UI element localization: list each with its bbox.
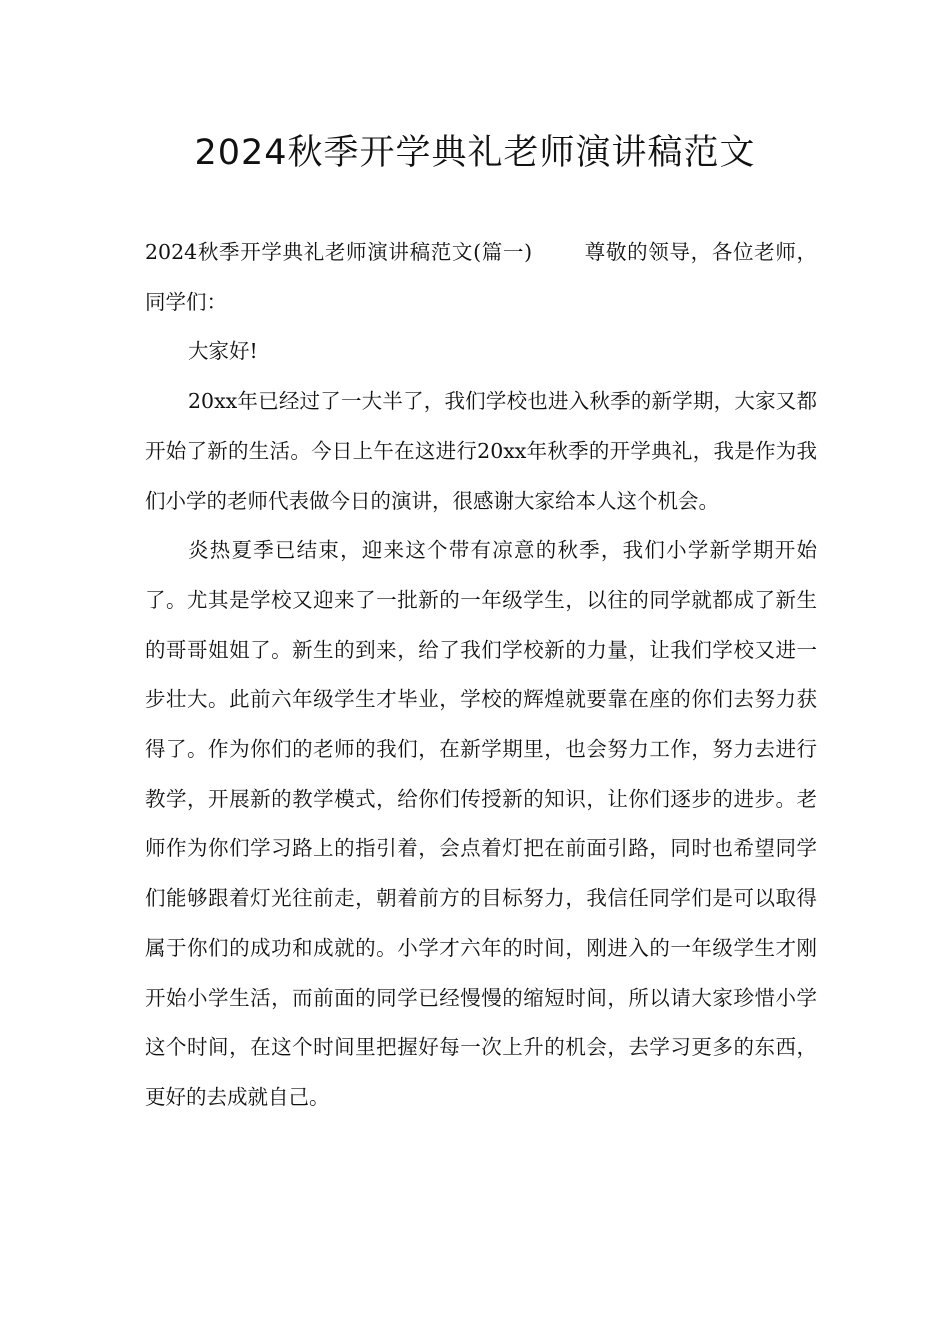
greeting-paragraph: 大家好! (188, 339, 258, 364)
document-body (145, 228, 817, 1123)
document-title: 2024秋季开学典礼老师演讲稿范文 (194, 133, 756, 173)
subtitle: 2024秋季开学典礼老师演讲稿范文(篇一) (145, 240, 533, 264)
salutation: 尊敬的领导，各位老师，同学们： (145, 240, 818, 314)
opening-paragraph (145, 228, 817, 327)
body-paragraph: 20xx年已经过了一大半了，我们学校也进入秋季的新学期，大家又都开始了新的生活。今日上午在这进行20xx年秋季的开学典礼，我是作为我们小学的老师代表做今日的演讲，很感谢大家给本人这个机会。 (145, 389, 817, 513)
body-paragraph: 炎热夏季已结束，迎来这个带有凉意的秋季，我们小学新学期开始了。尤其是学校又迎来了一批新的一年级学生，以往的同学就都成了新生的哥哥姐姐了。新生的到来，给了我们学校新的力量，让我们学校又进一步壮大。此前六年级学生才毕业，学校的辉煌就要靠在座的你们去努力获得了。作为你们的老师的我们，在新学期里，也会努力工作，努力去进行教学，开展新的教学模式，给你们传授新的知识，让你们逐步的进步。老师作为你们学习路上的指引着，会点着灯把在前面引路，同时也希望同学们能够跟着灯光往前走，朝着前方的目标努力，我信任同学们是可以取得属于你们的成功和成就的。小学才六年的时间，刚进入的一年级学生才刚开始小学生活，而前面的同学已经慢慢的缩短时间，所以请大家珍惜小学这个时间，在这个时间里把握好每一次上升的机会，去学习更多的东西，更好的去成就自己。 (145, 538, 817, 1109)
